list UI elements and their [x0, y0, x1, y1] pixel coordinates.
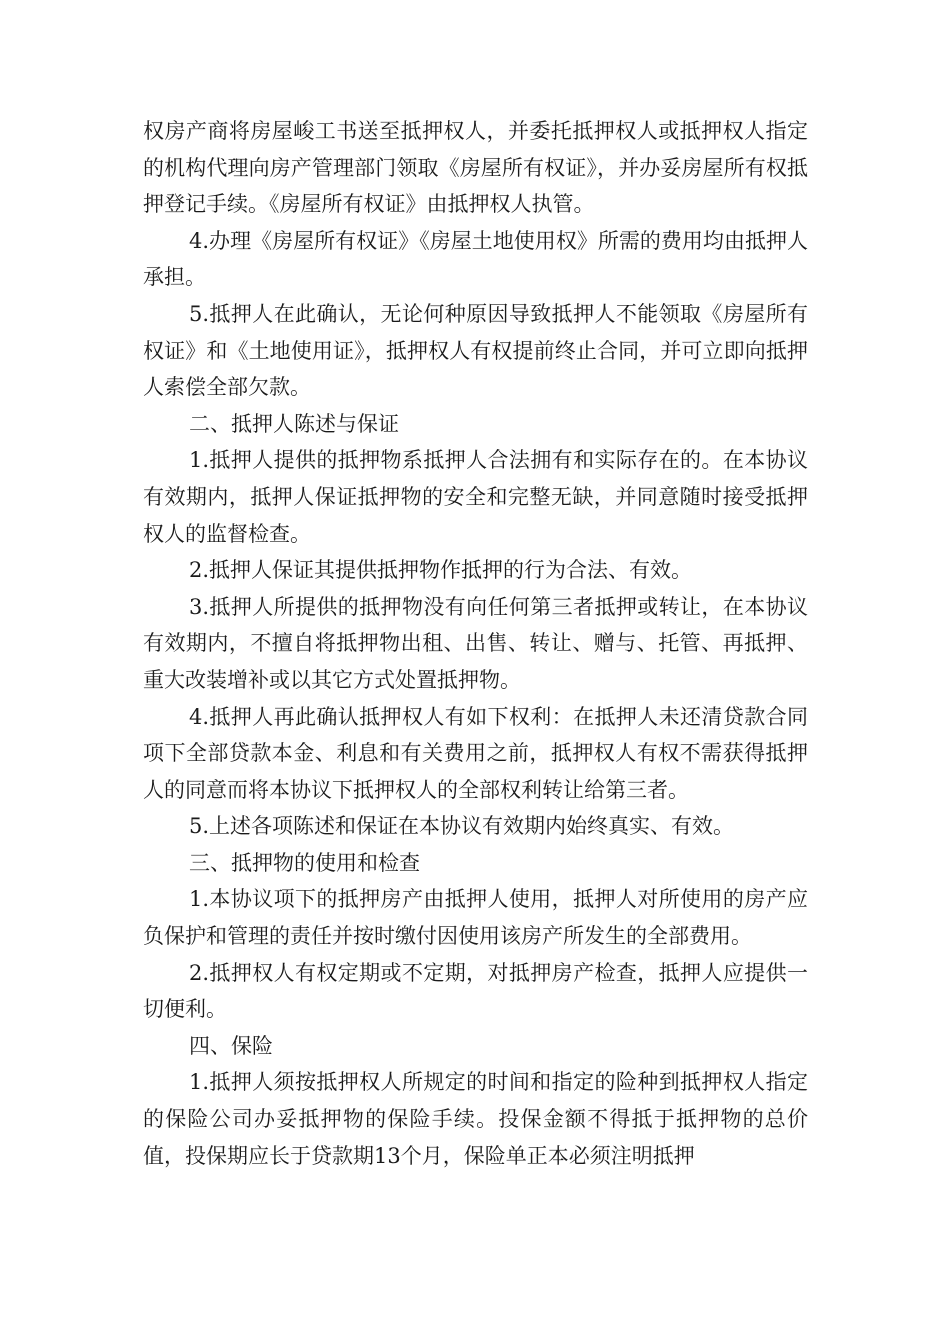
- paragraph-item-5-validity: 5.上述各项陈述和保证在本协议有效期内始终真实、有效。: [189, 814, 735, 839]
- paragraph-continuation: 权房产商将房屋峻工书送至抵押权人，并委托抵押权人或抵押权人指定的机构代理向房产管理部门领取《房屋所有权证》，并办妥房屋所有权抵押登记手续。《房屋所有权证》由抵押权人执管。: [143, 119, 808, 217]
- section-heading-2: 二、抵押人陈述与保证: [189, 411, 399, 436]
- paragraph-item-1-usage: 1.本协议项下的抵押房产由抵押人使用，抵押人对所使用的房产应负保护和管理的责任并按时缴付因使用该房产所发生的全部费用。: [143, 887, 808, 949]
- paragraph-item-5-confirmation: 5.抵押人在此确认，无论何种原因导致抵押人不能领取《房屋所有权证》和《土地使用证》，抵押权人有权提前终止合同，并可立即向抵押人索偿全部欠款。: [143, 301, 808, 400]
- paragraph-item-4-fees: 4.办理《房屋所有权证》《房屋土地使用权》所需的费用均由抵押人承担。: [143, 228, 808, 290]
- section-heading-4: 四、保险: [189, 1033, 273, 1058]
- section-heading-3: 三、抵押物的使用和检查: [189, 850, 420, 875]
- paragraph-item-2-legality: 2.抵押人保证其提供抵押物作抵押的行为合法、有效。: [189, 558, 693, 583]
- paragraph-item-4-rights: 4.抵押人再此确认抵押权人有如下权利：在抵押人未还清贷款合同项下全部贷款本金、利息和有关费用之前，抵押权人有权不需获得抵押人的同意而将本协议下抵押权人的全部权利转让给第三者。: [143, 704, 808, 802]
- paragraph-item-1-insurance: 1.抵押人须按抵押权人所规定的时间和指定的险种到抵押权人指定的保险公司办妥抵押物的保险手续。投保金额不得抵于抵押物的总价值，投保期应长于贷款期13个月，保险单正本必须注明抵押: [143, 1070, 808, 1168]
- paragraph-item-1-collateral: 1.抵押人提供的抵押物系抵押人合法拥有和实际存在的。在本协议有效期内，抵押人保证抵押物的安全和完整无缺，并同意随时接受抵押权人的监督检查。: [143, 448, 808, 546]
- paragraph-item-2-inspection: 2.抵押权人有权定期或不定期，对抵押房产检查，抵押人应提供一切便利。: [143, 960, 808, 1022]
- document-page: [143, 113, 808, 1174]
- paragraph-item-3-no-transfer: 3.抵押人所提供的抵押物没有向任何第三者抵押或转让，在本协议有效期内，不擅自将抵押物出租、出售、转让、赠与、托管、再抵押、重大改装增补或以其它方式处置抵押物。: [143, 594, 808, 692]
